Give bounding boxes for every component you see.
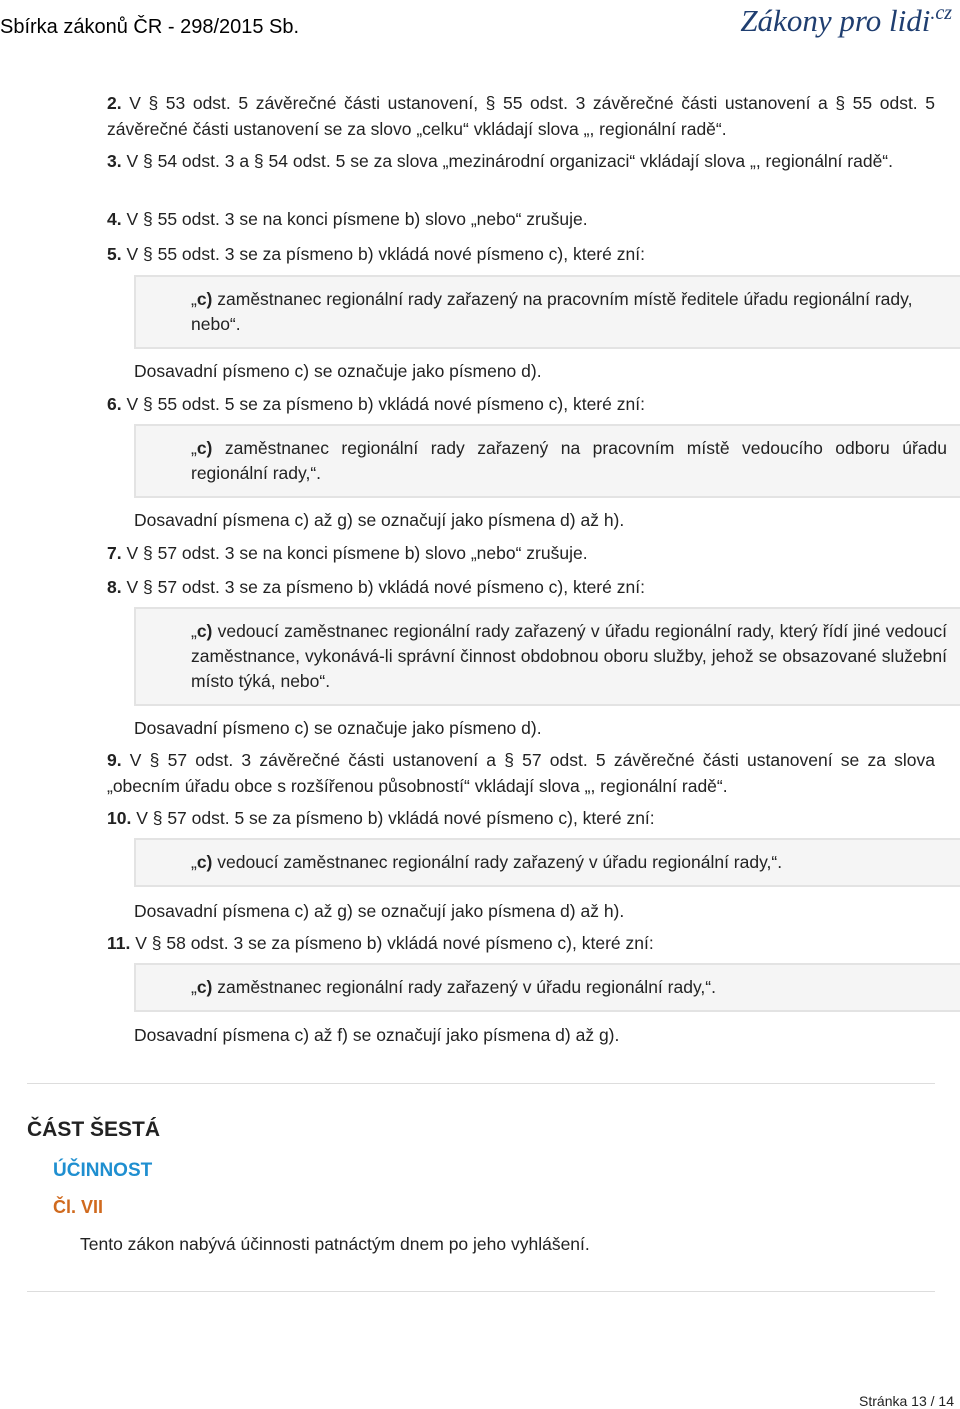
item-text: V § 58 odst. 3 se za písmeno b) vkládá nové písmeno c), které zní: <box>130 933 654 953</box>
logo-text: Zákony pro lidi <box>740 3 931 38</box>
item-number: 2. <box>107 93 122 113</box>
article-heading[interactable]: Čl. VII <box>53 1197 104 1217</box>
item-number: 8. <box>107 577 122 597</box>
amendment-item-10 <box>107 805 935 831</box>
quote-open: „ <box>191 852 197 872</box>
amendment-item-3 <box>107 148 935 174</box>
provision-text: zaměstnanec regionální rady zařazený v úřadu regionální rady,“. <box>212 977 716 997</box>
renumbering-note: Dosavadní písmeno c) se označuje jako písmeno d). <box>134 718 542 738</box>
amendment-item-11 <box>107 930 935 956</box>
part-heading: ČÁST ŠESTÁ <box>27 1118 161 1141</box>
quoted-provision-box <box>134 424 960 498</box>
item-number: 10. <box>107 808 132 828</box>
item-number: 11. <box>107 933 131 953</box>
page-number: Stránka 13 / 14 <box>859 1393 954 1409</box>
item-number: 4. <box>107 209 122 229</box>
quote-open: „ <box>191 289 197 309</box>
quoted-provision-box <box>134 275 960 349</box>
item-number: 9. <box>107 750 122 770</box>
provision-letter: c) <box>196 977 213 997</box>
quote-open: „ <box>191 977 197 997</box>
item-number: 6. <box>107 394 122 414</box>
item-text: V § 57 odst. 3 se na konci písmene b) slovo „nebo“ zrušuje. <box>121 543 588 563</box>
item-text: V § 57 odst. 3 závěrečné části ustanovení a § 57 odst. 5 závěrečné části ustanovení se za slova „obecním úřadu obce s rozšířenou působností“ vkládají slova „, regionální radě“. <box>107 750 935 796</box>
article-text: Tento zákon nabývá účinnosti patnáctým dnem po jeho vyhlášení. <box>80 1234 590 1254</box>
quote-open: „ <box>191 621 197 641</box>
part-subheading[interactable]: ÚČINNOST <box>53 1160 153 1181</box>
item-number: 3. <box>107 151 122 171</box>
provision-text: zaměstnanec regionální rady zařazený na pracovním místě ředitele úřadu regionální rady, nebo“. <box>191 289 913 334</box>
item-number: 7. <box>107 543 122 563</box>
provision-text: vedoucí zaměstnanec regionální rady zařazený v úřadu regionální rady,“. <box>212 852 783 872</box>
document-title: Sbírka zákonů ČR - 298/2015 Sb. <box>0 16 300 38</box>
quoted-provision-box <box>134 838 960 887</box>
provision-letter: c) <box>196 621 213 641</box>
provision-letter: c) <box>196 438 213 458</box>
section-divider <box>27 1291 935 1292</box>
renumbering-note: Dosavadní písmeno c) se označuje jako písmeno d). <box>134 361 542 381</box>
renumbering-note: Dosavadní písmena c) až f) se označují jako písmena d) až g). <box>134 1025 620 1045</box>
section-divider <box>27 1083 935 1084</box>
renumbering-note: Dosavadní písmena c) až g) se označují jako písmena d) až h). <box>134 901 625 921</box>
renumbering-note: Dosavadní písmena c) až g) se označují jako písmena d) až h). <box>134 510 625 530</box>
amendment-item-2 <box>107 90 935 142</box>
item-text: V § 55 odst. 3 se za písmeno b) vkládá nové písmeno c), které zní: <box>121 244 645 264</box>
item-number: 5. <box>107 244 122 264</box>
quoted-provision-box <box>134 607 960 706</box>
item-text: V § 55 odst. 3 se na konci písmene b) slovo „nebo“ zrušuje. <box>121 209 588 229</box>
amendment-item-5 <box>107 241 935 267</box>
item-text: V § 55 odst. 5 se za písmeno b) vkládá nové písmeno c), které zní: <box>121 394 645 414</box>
quoted-provision-box <box>134 963 960 1012</box>
item-text: V § 57 odst. 3 se za písmeno b) vkládá nové písmeno c), které zní: <box>121 577 645 597</box>
amendment-item-6 <box>107 391 935 417</box>
quote-open: „ <box>191 438 197 458</box>
amendment-item-7 <box>107 540 935 566</box>
item-text: V § 57 odst. 5 se za písmeno b) vkládá nové písmeno c), které zní: <box>131 808 655 828</box>
logo-tld: .cz <box>930 2 952 24</box>
site-logo[interactable] <box>740 2 952 39</box>
provision-letter: c) <box>196 289 213 309</box>
provision-text: vedoucí zaměstnanec regionální rady zařazený v úřadu regionální rady, který řídí jiné vedoucí zaměstnance, vykonává-li správní činnost obdobnou oboru služby, jehož se obsazované služební místo týká, nebo“. <box>191 621 947 691</box>
item-text: V § 53 odst. 5 závěrečné části ustanovení, § 55 odst. 3 závěrečné části ustanovení a § 55 odst. 5 závěrečné části ustanovení se za slovo „celku“ vkládají slova „, regionální radě“. <box>107 93 935 139</box>
provision-letter: c) <box>196 852 213 872</box>
amendment-item-9 <box>107 747 935 799</box>
provision-text: zaměstnanec regionální rady zařazený na pracovním místě vedoucího odboru úřadu regionální rady,“. <box>191 438 947 483</box>
amendment-item-8 <box>107 574 935 600</box>
amendment-item-4 <box>107 206 935 232</box>
item-text: V § 54 odst. 3 a § 54 odst. 5 se za slova „mezinárodní organizaci“ vkládají slova „, regionální radě“. <box>121 151 893 171</box>
